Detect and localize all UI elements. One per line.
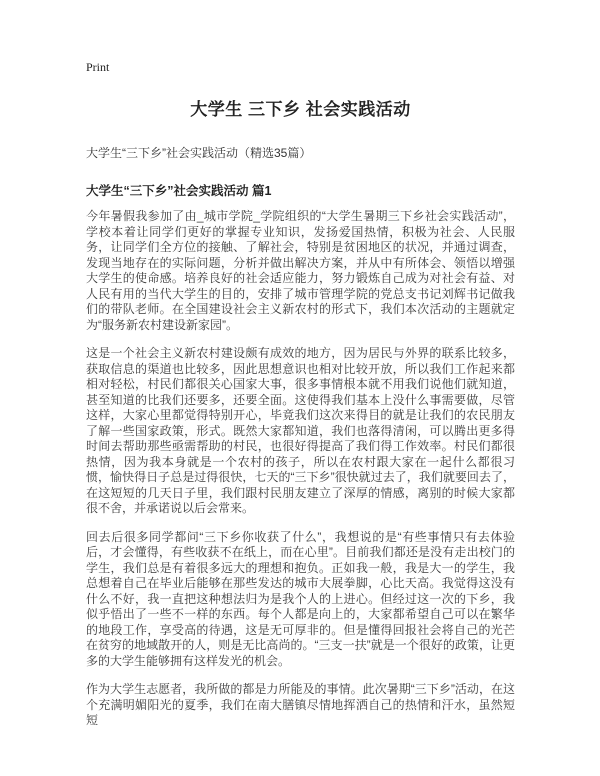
page-title: 大学生 三下乡 社会实践活动 <box>190 100 411 119</box>
section-heading: 大学生“三下乡”社会实践活动 篇1 <box>86 184 272 198</box>
paragraph-2: 这是一个社会主义新农村建设颇有成效的地方，因为居民与外界的联系比较多，获取信息的渠道也比较多，因此思想意识也相对比较开放，所以我们工作起来都相对轻松，村民们都很关心国家大事，很多事情根本就不用我们说他们就知道，甚至知道的比我们还要多，还要全面。这使得我们基本上没什么事需要做，尽管这样，大家心里都觉得特别开心，毕竟我们这次来得目的就是让我们的农民朋友了解一些国家政策，形式。既然大家都知道，我们也落得清闲，可以腾出更多得时间去帮助那些亟需帮助的村民，也很好得提高了我们得工作效率。村民们都很热情，因为我本身就是一个农村的孩子，所以在农村跟大家在一起什么都很习惯，愉快得日子总是过得很快，七天的“三下乡”很快就过去了，我们就要回去了，在这短短的几天日子里，我们跟村民朋友建立了深厚的情感，离别的时候大家都很不舍，并承诺说以后会常来。 <box>86 346 515 515</box>
document-subtitle: 大学生“三下乡”社会实践活动（精选35篇） <box>86 146 312 160</box>
paragraph-1: 今年暑假我参加了由_城市学院_学院组织的“大学生暑期三下乡社会实践活动”，学校本着让同学们更好的掌握专业知识，发扬爱国热情，积极为社会、人民服务，让同学们全方位的接触、了解社会，特别是贫困地区的状况，并通过调查，发现当地存在的实际问题，分析并做出解决方案，并从中有所体会、领悟以增强大学生的使命感。培养良好的社会适应能力，努力锻炼自己成为对社会有益、对人民有用的当代大学生的目的，安排了城市管理学院的党总支书记刘辉书记做我们的带队老师。在全国建设社会主义新农村的形式下，我们本次活动的主题就定为“服务新农村建设新家园”。 <box>86 209 515 332</box>
paragraph-3: 回去后很多同学都问“三下乡你收获了什么”，我想说的是“有些事情只有去体验后，才会懂得，有些收获不在纸上，而在心里”。目前我们都还是没有走出校门的学生，我们总是有着很多远大的理想和抱负。正如我一般，我是大一的学生，我总想着自己在毕业后能够在那些发达的城市大展拳脚，心比天高。我觉得这没有什么不好，我一直把这种想法归为是我个人的上进心。但经过这一次的下乡，我似乎悟出了一些不一样的东西。每个人都是向上的，大家都希望自己可以在繁华的地段工作，享受高的待遇，这是无可厚非的。但是懂得回报社会将自己的光芒在贫穷的地域散开的人，则是无比高尚的。“三支一扶”就是一个很好的政策，让更多的大学生能够拥有这样发光的机会。 <box>86 529 515 668</box>
print-label[interactable]: Print <box>86 60 110 74</box>
paragraph-4: 作为大学生志愿者，我所做的都是力所能及的事情。此次暑期“三下乡”活动，在这个充满明媚阳光的夏季，我们在南大膳镇尽情地挥洒自己的热情和汗水，虽然短短 <box>86 682 515 727</box>
